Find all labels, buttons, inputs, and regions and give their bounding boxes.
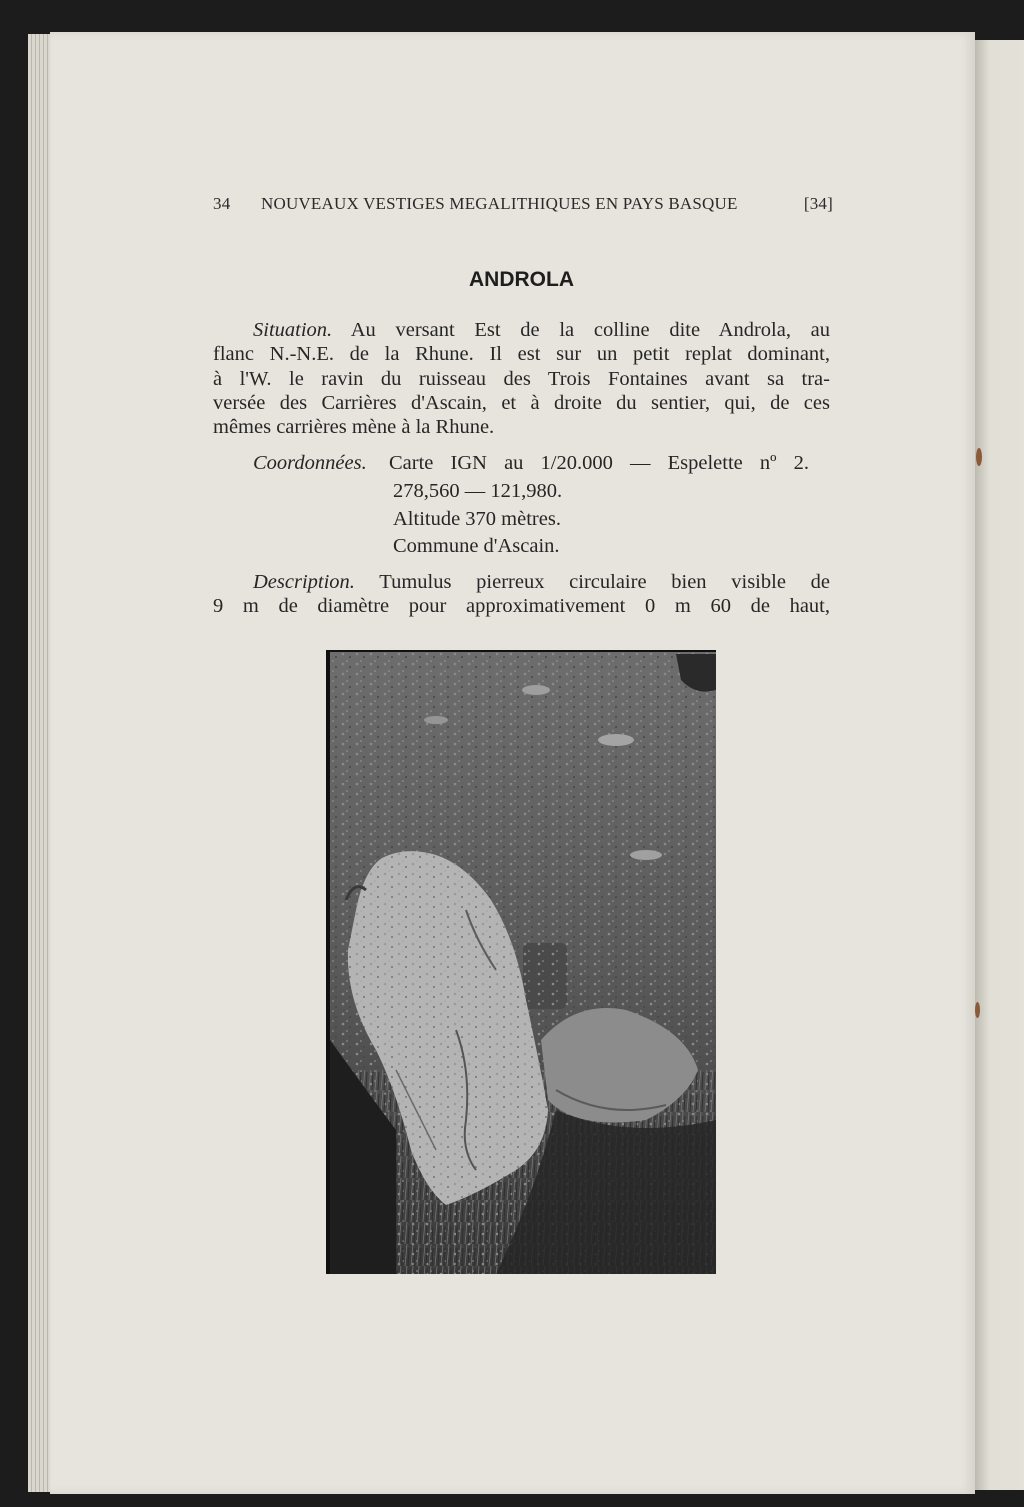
situation-paragraph: [213, 318, 830, 439]
text-line: [213, 570, 830, 594]
facing-page-edge: [975, 40, 1024, 1490]
stain-spot: [976, 448, 982, 466]
situation-label: Situation.: [253, 319, 333, 341]
coordinates-line-2: 278,560 — 121,980.: [393, 480, 563, 502]
standing-stone-photograph: [326, 650, 716, 1274]
page-number: 34: [213, 194, 231, 213]
situation-line-2: flanc N.-N.E. de la Rhune. Il est sur un petit replat dominant,: [213, 343, 830, 366]
stain-spot: [975, 1002, 980, 1018]
situation-line-3: à l'W. le ravin du ruisseau des Trois Fontaines avant sa tra-: [213, 367, 830, 390]
running-header: [213, 194, 833, 220]
running-title: NOUVEAUX VESTIGES MEGALITHIQUES EN PAYS BASQUE: [261, 194, 738, 213]
coordinates-label: Coordonnées.: [253, 452, 367, 474]
coordinates-line-3: Altitude 370 mètres.: [393, 508, 561, 530]
situation-line-5: mêmes carrières mène à la Rhune.: [213, 416, 495, 439]
text-line: [213, 318, 830, 342]
description-line-2: 9 m de diamètre pour approximativement 0 m 60 de haut,: [213, 595, 830, 618]
coordinates-line-4: Commune d'Ascain.: [393, 535, 560, 557]
section-title: ANDROLA: [469, 268, 574, 291]
photo-illustration: [326, 650, 716, 1274]
situation-line-4: versée des Carrières d'Ascain, et à droite du sentier, qui, de ces: [213, 391, 830, 414]
description-paragraph: [213, 570, 830, 619]
coordinates-line-1: Carte IGN au 1/20.000 — Espelette nº 2.: [389, 452, 809, 474]
bracket-page-number: [34]: [803, 194, 833, 213]
situation-line-1: Au versant Est de la colline dite Androla, au: [350, 319, 830, 341]
description-line-1: Tumulus pierreux circulaire bien visible de: [379, 571, 830, 593]
description-label: Description.: [253, 571, 355, 593]
